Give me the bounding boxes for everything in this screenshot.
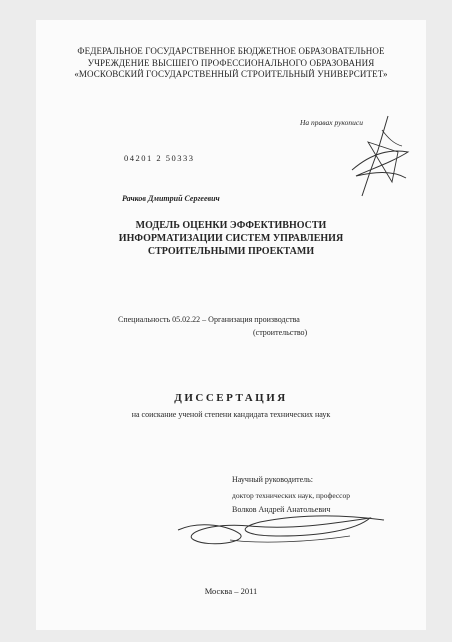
- degree-line: на соискание ученой степени кандидата технических наук: [131, 410, 331, 419]
- dissertation-title: [36, 219, 426, 258]
- supervisor-name: Волков Андрей Анатольевич: [232, 505, 331, 514]
- city-year: Москва – 2011: [204, 586, 258, 596]
- supervisor-position: доктор технических наук, профессор: [232, 491, 351, 500]
- institution-header: [36, 46, 426, 81]
- header-line-2: УЧРЕЖДЕНИЕ ВЫСШЕГО ПРОФЕССИОНАЛЬНОГО ОБРАЗОВАНИЯ: [87, 57, 375, 68]
- specialty-line-2: (строительство): [253, 328, 308, 337]
- dissertation-title-page: [36, 20, 426, 630]
- header-line-1: ФЕДЕРАЛЬНОЕ ГОСУДАРСТВЕННОЕ БЮДЖЕТНОЕ ОБРАЗОВАТЕЛЬНОЕ: [77, 46, 385, 56]
- specialty-line-1: Специальность 05.02.22 – Организация производства: [118, 315, 300, 324]
- registration-number: 04201 2 50333: [124, 153, 195, 163]
- supervisor-label: Научный руководитель:: [232, 475, 314, 484]
- document-type: ДИССЕРТАЦИЯ: [174, 392, 288, 404]
- title-line-1: МОДЕЛЬ ОЦЕНКИ ЭФФЕКТИВНОСТИ: [135, 220, 327, 231]
- header-line-3: «МОСКОВСКИЙ ГОСУДАРСТВЕННЫЙ СТРОИТЕЛЬНЫЙ УНИВЕРСИТЕТ»: [74, 69, 388, 79]
- title-line-3: СТРОИТЕЛЬНЫМИ ПРОЕКТАМИ: [147, 246, 315, 257]
- manuscript-note: На правах рукописи: [300, 118, 363, 127]
- handwritten-signature-top: [348, 112, 416, 198]
- title-line-2: ИНФОРМАТИЗАЦИИ СИСТЕМ УПРАВЛЕНИЯ: [118, 233, 344, 244]
- author-name: Рачков Дмитрий Сергеевич: [122, 194, 220, 203]
- handwritten-signature-bottom: [170, 500, 392, 556]
